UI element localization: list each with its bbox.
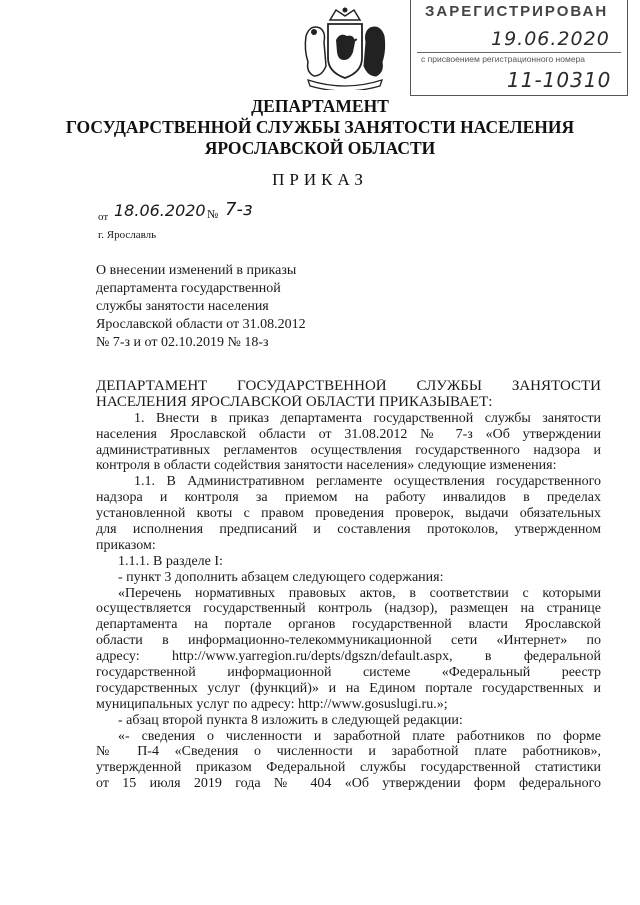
stamp-registration-number: 11-10310: [507, 68, 612, 92]
body-line: адресу: http://www.yarregion.ru/depts/dgszn/default.aspx, в федеральной: [96, 649, 601, 665]
body-line: 1.1. В Административном регламенте осуществления государственного: [134, 474, 601, 490]
body-line: - абзац второй пункта 8 изложить в следующей редакции:: [118, 712, 463, 728]
body-line: 1.1.1. В разделе I:: [118, 553, 223, 569]
body-line: ДЕПАРТАМЕНТ ГОСУДАРСТВЕННОЙ СЛУЖБЫ ЗАНЯТОСТИ: [96, 379, 601, 394]
number-label: №: [207, 207, 219, 221]
order-body: [96, 379, 601, 792]
order-subject: [96, 262, 356, 352]
document-type: ПРИКАЗ: [272, 170, 368, 189]
body-line: для исполнения предписаний и составления протоколов, утвержденном: [96, 522, 601, 538]
body-line: государственных услуг (функций)» и на Едином портале государственных и: [96, 680, 601, 696]
body-line: приказом:: [96, 537, 156, 553]
department-title-line-3: ЯРОСЛАВСКОЙ ОБЛАСТИ: [204, 138, 436, 158]
subject-line: О внесении изменений в приказы: [96, 263, 297, 278]
body-line: 1. Внести в приказ департамента государственной службы занятости: [134, 410, 601, 426]
order-number: 7-з: [225, 199, 253, 220]
body-line: № П-4 «Сведения о численности и заработной плате работников»,: [96, 744, 601, 760]
stamp-date: 19.06.2020: [491, 28, 610, 50]
body-line: административных регламентов осуществления государственного надзора и: [96, 442, 601, 458]
subject-line: № 7-з и от 02.10.2019 № 18-з: [96, 335, 269, 350]
body-line: осуществляется государственный контроль (надзор), размещен на странице: [96, 601, 601, 617]
body-line: области в информационно-телекоммуникационной сети «Интернет» по: [96, 633, 601, 649]
body-line: - пункт 3 дополнить абзацем следующего содержания:: [118, 569, 444, 585]
registration-stamp: [410, 0, 628, 96]
department-title-line-1: ДЕПАРТАМЕНТ: [251, 96, 389, 116]
body-line: «- сведения о численности и заработной плате работников по форме: [118, 728, 601, 744]
stamp-divider: [417, 52, 621, 53]
stamp-title: ЗАРЕГИСТРИРОВАН: [425, 3, 609, 20]
body-line: от 15 июля 2019 года № 404 «Об утверждении форм федерального: [96, 776, 601, 792]
body-line: утвержденной приказом Федеральной службы государственной статистики: [96, 760, 601, 776]
subject-line: Ярославской области от 31.08.2012: [96, 317, 306, 332]
body-line: надзора и контроля за приемом на работу инвалидов в пределах: [96, 490, 601, 506]
body-line: департамента на портале органов государственной власти Ярославской: [96, 617, 601, 633]
subject-line: службы занятости населения: [96, 299, 269, 314]
body-line: НАСЕЛЕНИЯ ЯРОСЛАВСКОЙ ОБЛАСТИ ПРИКАЗЫВАЕТ:: [96, 394, 493, 410]
subject-line: департамента государственной: [96, 281, 281, 296]
order-date: 18.06.2020: [114, 201, 206, 220]
body-line: контроля в области содействия занятости населения» следующие изменения:: [96, 458, 557, 474]
city: г. Ярославль: [98, 229, 157, 241]
body-line: установленной квоты с правом проведения проверок, выдачи обязательных: [96, 506, 601, 522]
stamp-note: с присвоением регистрационного номера: [421, 54, 585, 64]
department-title-line-2: ГОСУДАРСТВЕННОЙ СЛУЖБЫ ЗАНЯТОСТИ НАСЕЛЕНИЯ: [65, 117, 575, 137]
body-line: населения Ярославской области от 31.08.2012 № 7-з «Об утверждении: [96, 426, 601, 442]
coat-of-arms-emblem: [300, 6, 390, 90]
body-line: «Перечень нормативных правовых актов, в соответствии с которыми: [118, 585, 601, 601]
date-label: от: [98, 211, 109, 223]
body-line: муниципальных услуг по адресу: http://www.gosuslugi.ru.»;: [96, 696, 448, 712]
body-line: государственной информационной системе «Федеральный реестр: [96, 665, 601, 681]
